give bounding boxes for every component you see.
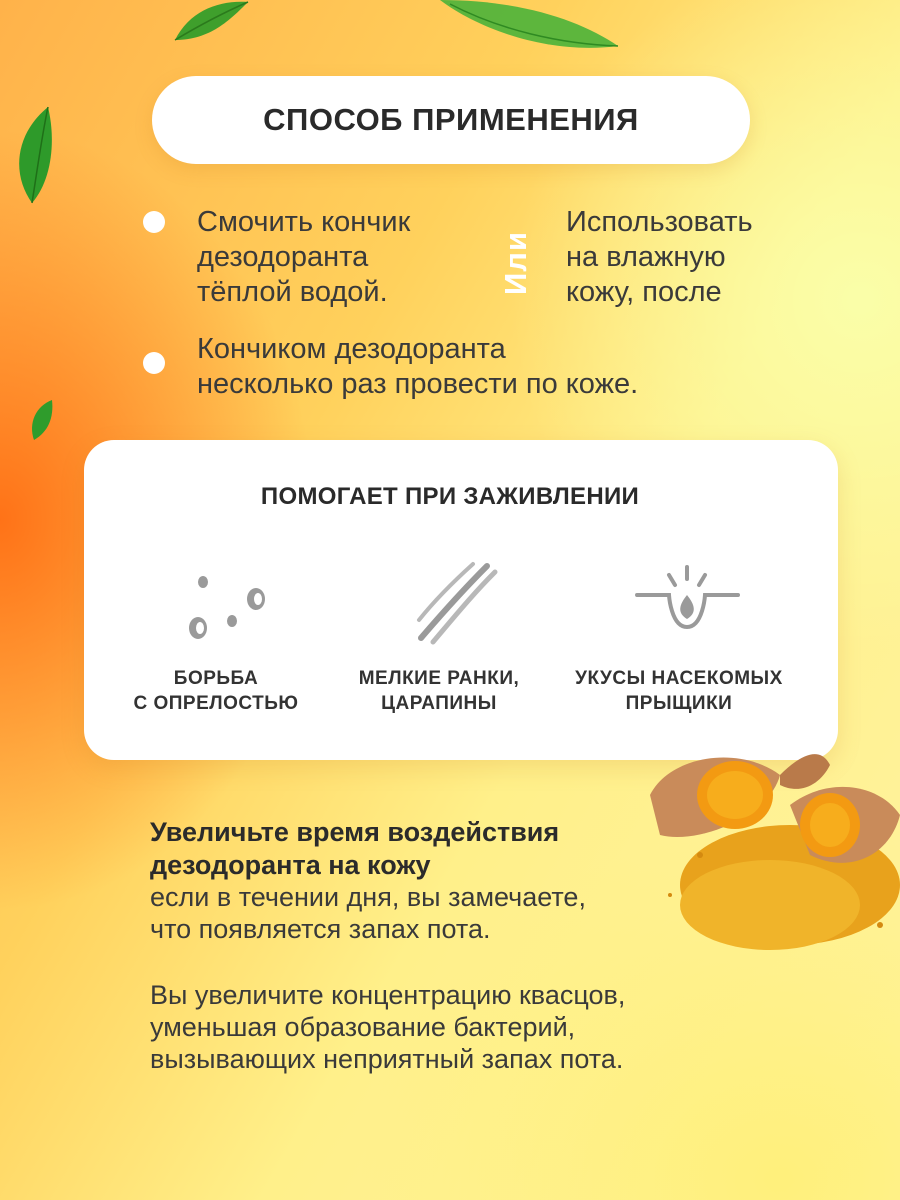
droplets-icon <box>178 570 273 645</box>
scratch-icon <box>415 560 500 645</box>
tip-text-2: Вы увеличите концентрацию квасцов, уменьшая образование бактерий, вызывающих неприятный запах пота. <box>150 980 626 1074</box>
step1-text: Смочить кончик дезодоранта тёплой водой. <box>197 206 411 308</box>
leaf-left-upper <box>12 105 54 205</box>
leaf-top-left <box>170 0 250 50</box>
page-title: СПОСОБ ПРИМЕНЕНИЯ <box>263 102 639 137</box>
title-banner <box>152 76 750 164</box>
leaf-left-lower <box>28 398 54 442</box>
bullet-step1 <box>143 211 165 233</box>
tip-text: если в течении дня, вы замечаете, что появляется запах пота. <box>150 882 586 944</box>
benefit-label-chafing: БОРЬБА С ОПРЕЛОСТЬЮ <box>133 668 299 714</box>
or-separator: Или <box>498 230 533 296</box>
leaf-top-center <box>440 0 620 60</box>
benefit-label-scratches: МЕЛКИЕ РАНКИ, ЦАРАПИНЫ <box>358 668 520 714</box>
turmeric-image <box>630 735 900 960</box>
bullet-step2 <box>143 352 165 374</box>
step1-alt-text: Использовать на влажную кожу, после <box>566 206 753 308</box>
benefit-label-bites: УКУСЫ НАСЕКОМЫХ ПРЫЩИКИ <box>575 668 783 714</box>
tip-headline: Увеличьте время воздействия дезодоранта на кожу <box>150 817 560 880</box>
step2-text: Кончиком дезодоранта несколько раз провести по коже. <box>197 333 639 400</box>
benefits-title: ПОМОГАЕТ ПРИ ЗАЖИВЛЕНИИ <box>260 483 640 510</box>
pore-icon <box>635 565 740 635</box>
